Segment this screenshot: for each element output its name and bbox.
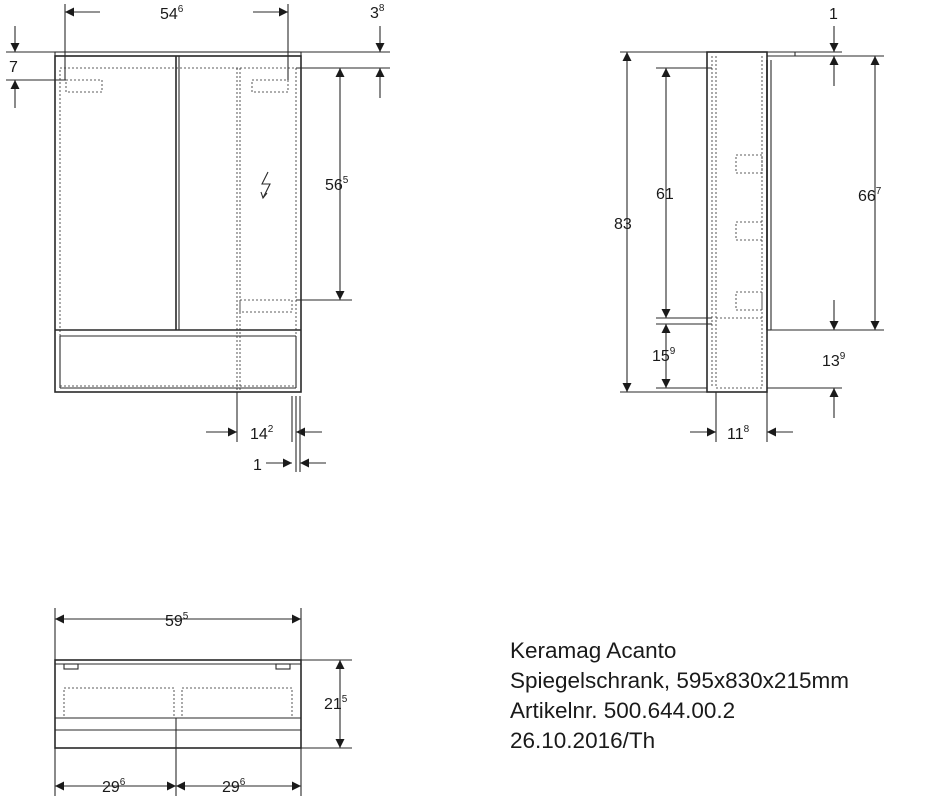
dim-side-total-height: 83: [614, 216, 632, 233]
side-shelf-3: [736, 292, 762, 310]
caption-date: 26.10.2016/Th: [510, 728, 656, 753]
dim-side-lower-height: $15^9$: [652, 346, 676, 365]
product-caption: [510, 636, 849, 756]
caption-article: Artikelnr. 500.644.00.2: [510, 698, 736, 723]
top-hook-right: [276, 664, 290, 669]
caption-brand: Keramag Acanto: [510, 638, 677, 663]
dim-front-mirror-height: $56^5$: [325, 175, 349, 194]
dim-front-width: $54^6$: [160, 4, 184, 23]
dim-top-depth: $21^5$: [324, 694, 348, 713]
top-compartment-left: [64, 688, 174, 718]
dim-top-width: $59^5$: [165, 611, 189, 630]
caption-product: Spiegelschrank, 595x830x215mm: [510, 668, 849, 693]
side-view: [614, 6, 884, 443]
front-hinge-right: [252, 80, 288, 92]
top-view: [55, 608, 352, 796]
dim-front-side-gap: 1: [253, 457, 262, 474]
side-shelf-2: [736, 222, 762, 240]
top-compartment-right: [182, 688, 292, 718]
front-cabinet-outline: [55, 56, 301, 392]
dim-top-right-half: $29^6$: [222, 777, 246, 796]
front-hinge-left: [66, 80, 102, 92]
dim-front-left-offset: 7: [9, 59, 18, 76]
front-hidden-interior: [60, 68, 296, 386]
front-view: [6, 3, 390, 474]
top-hook-left: [64, 664, 78, 669]
dim-side-top-gap: 1: [829, 6, 838, 23]
side-shelf-1: [736, 155, 762, 173]
front-socket-box: [240, 300, 292, 312]
dim-side-inner-height: 61: [656, 186, 674, 203]
dim-top-left-half: $29^6$: [102, 777, 126, 796]
dim-side-depth: $11^8$: [727, 424, 750, 443]
top-cabinet-outline: [55, 660, 301, 748]
dim-front-shelf-width: $14^2$: [250, 424, 274, 443]
dim-side-bottom-gap: $13^9$: [822, 351, 846, 370]
dim-side-mirror-height: $66^7$: [858, 186, 882, 205]
dim-front-top-gap: $3^8$: [370, 3, 385, 22]
